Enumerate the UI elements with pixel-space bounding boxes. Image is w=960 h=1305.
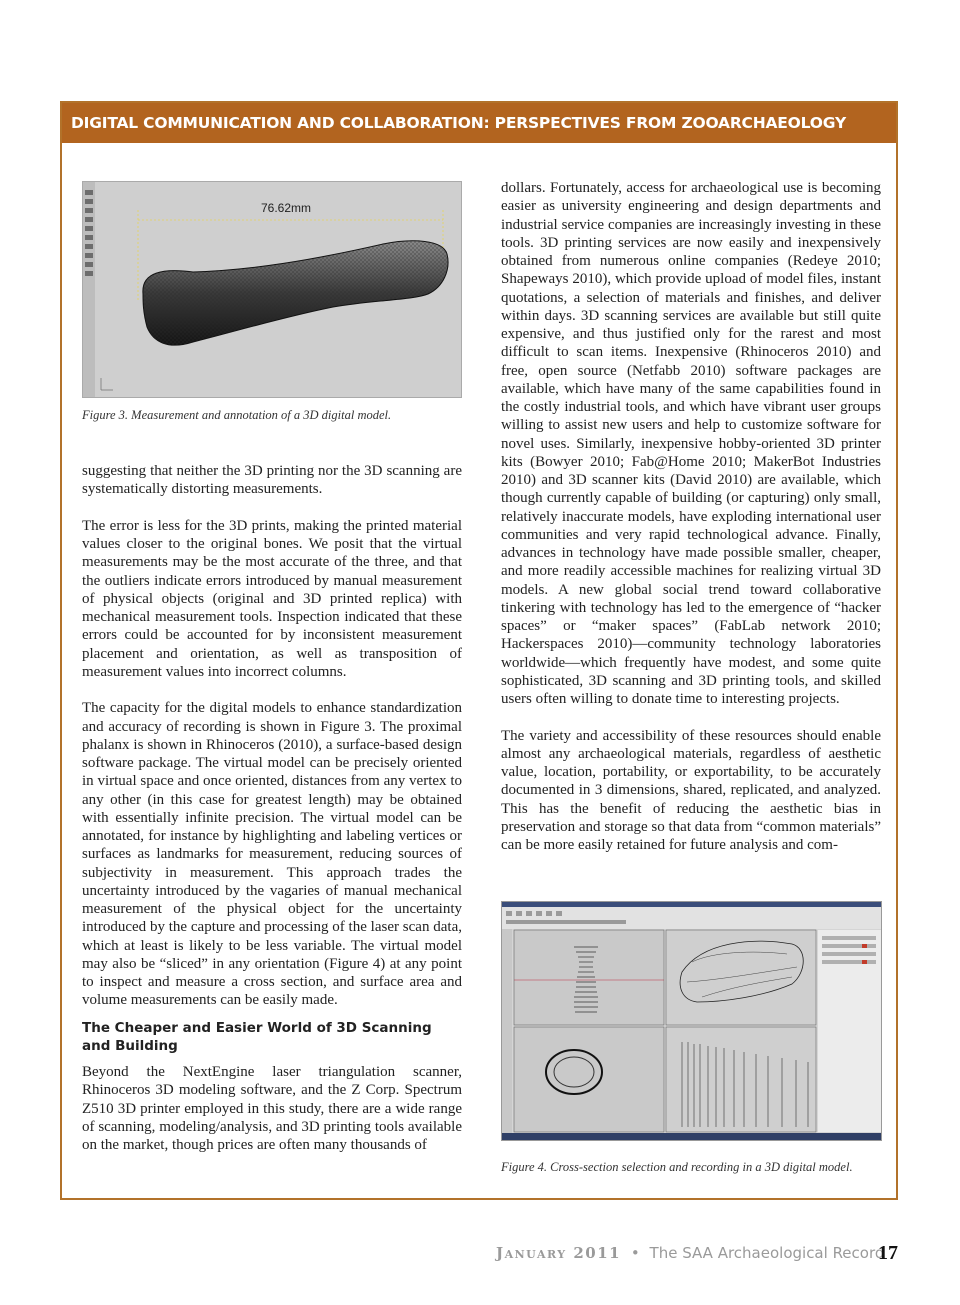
footer-publication: The SAA Archaeological Record xyxy=(649,1244,885,1262)
bone-model-render xyxy=(83,182,461,397)
figure-4-caption: Figure 4. Cross-section selection and recording in a 3D digital model. xyxy=(501,1160,853,1174)
figure-3-caption: Figure 3. Measurement and annotation of a 3D digital model. xyxy=(82,408,392,422)
figure-4-image xyxy=(501,901,882,1141)
figure-3-image xyxy=(82,181,462,398)
section-subheading: The Cheaper and Easier World of 3D Scanning and Building xyxy=(82,1019,432,1054)
paragraph: dollars. Fortunately, access for archaeological use is becoming easier as university engineering and design departments and industrial service companies are increasingly investing in these tools. 3D printing services are now easily and inexpensively obtained from numerous online companies (Redeye 2010; Shapeways 2010), which provide upload of model files, instant quotations, a selection of materials and finishes, and deliver within days. 3D scanning services are available but still quite expensive, and thus justified only for the rarest and most difficult to scan items. Inexpensive (Rhinoceros 2010) and free, open source (Netfabb 2010) software packages are available, which have many of the same capabilities found in the costly industrial tools, and which have vibrant user groups willing to assist new users and help to customize software for novel uses. Similarly, inexpensive hobby-oriented 3D printer kits (Bowyer 2010; Fab@Home 2010; MakerBot Industries 2010) and 3D scanner kits (David 2010) are available, which though currently capable of building (or capturing) only small, relatively inaccurate models, have exploding international user communities and very rapid technological advance. Finally, advances in technology have made possible smaller, cheaper, and more readily accessible machines for realizing virtual 3D models. A new global social trend toward collaborative tinkering with technology has led to the emergence of “hacker spaces” or “maker spaces” (FabLab network 2010; Hackerspaces 2010)—community technology laboratories worldwide—which frequently have modest, and some quite sophisticated, 3D scanning and 3D printing tools, and skilled users often willing to donate time to interesting projects. xyxy=(501,180,881,707)
footer-date: January 2011 xyxy=(496,1244,622,1262)
paragraph: Beyond the NextEngine laser triangulation scanner, Rhinoceros 3D modeling software, and the Z Corp. Spectrum Z510 3D printer employed in this study, there are a wide range of scanning, modeling/analysis, and 3D printing tools available on the market, though prices are often many thousands of xyxy=(82,1064,462,1153)
article-frame xyxy=(60,101,898,1200)
rhinoceros-viewports-render xyxy=(502,902,881,1140)
paragraph: suggesting that neither the 3D printing nor the 3D scanning are systematically distorting measurements. xyxy=(82,463,462,498)
section-banner: DIGITAL COMMUNICATION AND COLLABORATION: PERSPECTIVES FROM ZOOARCHAEOLOGY xyxy=(62,103,896,143)
footer-separator: • xyxy=(630,1244,640,1262)
left-column xyxy=(82,462,462,1173)
page-number: 17 xyxy=(878,1242,898,1264)
paragraph: The error is less for the 3D prints, making the printed material values closer to the original bones. We posit that the virtual measurements may be the most accurate of the three, and that the outliers indicate errors introduced by manual measurement of physical objects (original and 3D printed replica) with mechanical measurement tools. Inspection indicated that these errors could be accounted for by inconsistent measurement placement and orientation, as well as transposition of measurement values into incorrect columns. xyxy=(82,517,462,680)
paragraph: The variety and accessibility of these resources should enable almost any archaeological materials, regardless of aesthetic value, location, portability, or exportability, to be accurately documented in 3 dimensions, shared, replicated, and analyzed. This has the benefit of reducing the aesthetic bias in preservation and storage so that data from “common materials” can be more easily retained for future analysis and com- xyxy=(501,727,881,853)
page-footer xyxy=(496,1244,884,1262)
paragraph: The capacity for the digital models to enhance standardization and accuracy of recording is shown in Figure 3. The proximal phalanx is shown in Rhinoceros (2010), a surface-based design software package. The virtual model can be precisely oriented in virtual space and once oriented, distances from any vertex to any other (in this case for greatest length) may be obtained with essentially infinite precision. The virtual model can be annotated, for instance by highlighting and labeling vertices or surfaces as landmarks for measurement, reducing sources of subjectivity in measurement. This approach trades the uncertainty introduced by the vagaries of manual mechanical measurement of the physical object for the uncertainty introduced by the capture and processing of the laser scan data, which at least is likely to be less variable. The virtual model may also be “sliced” in any orientation (Figure 4) at any point to inspect and measure a cross section, and surface area and volume measurements can be easily made. xyxy=(82,700,462,1009)
right-column xyxy=(501,179,881,873)
measurement-label: 76.62mm xyxy=(261,201,312,215)
